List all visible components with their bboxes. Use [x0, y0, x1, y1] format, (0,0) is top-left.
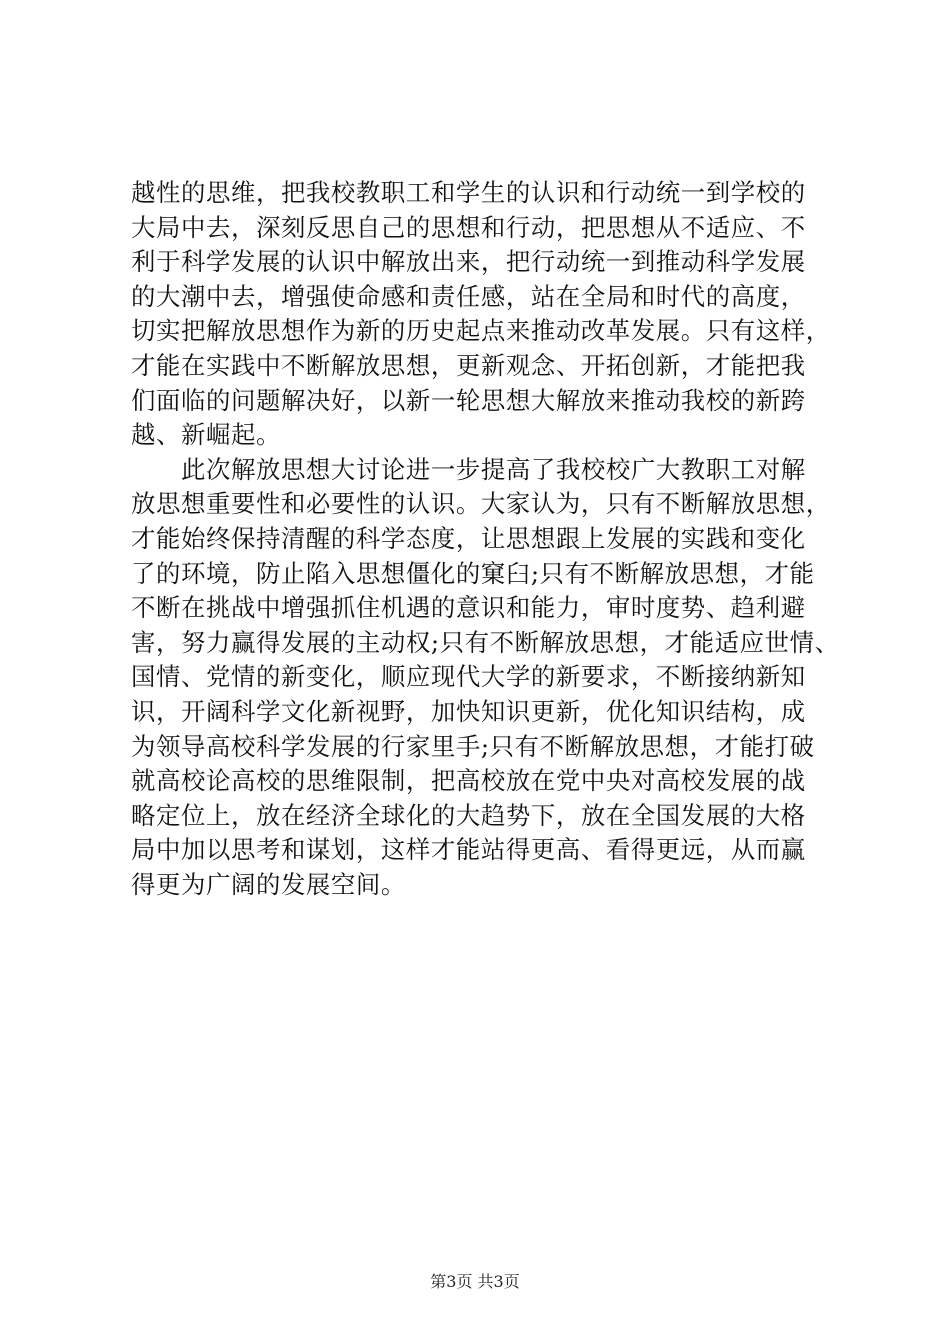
document-body: [131, 176, 840, 902]
text-line: 切实把解放思想作为新的历史起点来推动改革发展。只有这样，: [131, 316, 831, 346]
text-line: 利于科学发展的认识中解放出来，把行动统一到推动科学发展: [131, 247, 806, 277]
text-line: 此次解放思想大讨论进一步提高了我校校广大教职工对解: [131, 454, 806, 484]
text-line: 局中加以思考和谋划，这样才能站得更高、看得更远，从而赢: [131, 835, 806, 865]
page-footer: [0, 1269, 950, 1292]
text-line: 得更为广阔的发展空间。: [131, 869, 406, 899]
text-line: 放思想重要性和必要性的认识。大家认为，只有不断解放思想，: [131, 489, 831, 519]
text-line: 才能在实践中不断解放思想，更新观念、开拓创新，才能把我: [131, 350, 806, 380]
page-number-indicator: 第3页 共3页: [430, 1272, 520, 1291]
paragraph-1: [131, 176, 831, 453]
text-line: 国情、党情的新变化，顺应现代大学的新要求，不断接纳新知: [131, 662, 806, 692]
text-line: 才能始终保持清醒的科学态度，让思想跟上发展的实践和变化: [131, 523, 806, 553]
text-line: 不断在挑战中增强抓住机遇的意识和能力，审时度势、趋利避: [131, 593, 806, 623]
text-line: 们面临的问题解决好，以新一轮思想大解放来推动我校的新跨: [131, 385, 806, 415]
text-line: 略定位上，放在经济全球化的大趋势下，放在全国发展的大格: [131, 800, 806, 830]
text-line: 为领导高校科学发展的行家里手;只有不断解放思想，才能打破: [131, 731, 815, 761]
text-line: 的大潮中去，增强使命感和责任感，站在全局和时代的高度，: [131, 281, 806, 311]
text-line: 就高校论高校的思维限制，把高校放在党中央对高校发展的战: [131, 766, 806, 796]
text-line: 了的环境，防止陷入思想僵化的窠臼;只有不断解放思想，才能: [131, 558, 815, 588]
text-line: 越、新崛起。: [131, 420, 281, 450]
paragraph-2: [131, 453, 840, 903]
text-line: 大局中去，深刻反思自己的思想和行动，把思想从不适应、不: [131, 212, 806, 242]
text-line: 越性的思维，把我校教职工和学生的认识和行动统一到学校的: [131, 178, 806, 207]
text-line: 识，开阔科学文化新视野，加快知识更新，优化知识结构，成: [131, 696, 806, 726]
text-line: 害，努力赢得发展的主动权;只有不断解放思想，才能适应世情、: [131, 627, 840, 657]
